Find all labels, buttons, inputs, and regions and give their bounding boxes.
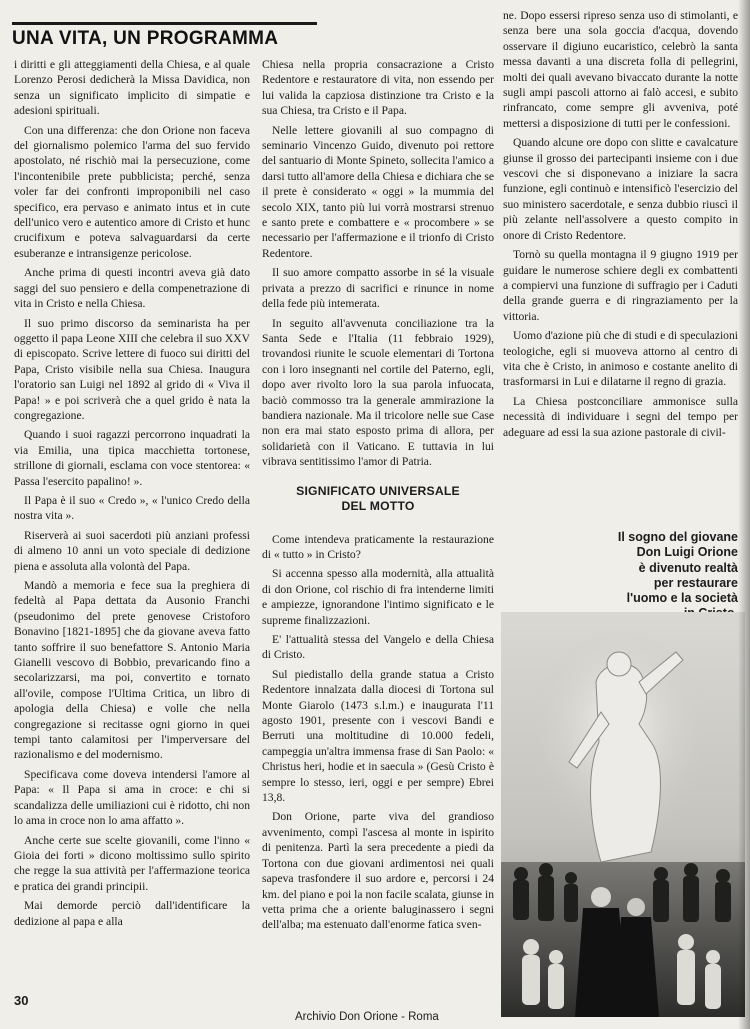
- paragraph: Quando alcune ore dopo con slitte e cavalcature giunse il grosso dei partecipanti insieme con i due vescovi che si disponevano a iniziare la sacra funzione, egli continuò e intensificò l'esercizio del suo ministero sacerdotale, e senza dubbio riuscì il più zelante nell'assolvere a questo compito in onore di Cristo Redentore.: [503, 136, 738, 242]
- text-column-3: [503, 8, 738, 518]
- paragraph: Sul piedistallo della grande statua a Cristo Redentore innalzata dalla diocesi di Tortona sul Monte Giarolo (1473 s.l.m.) e inaugurata l'11 agosto 1901, presente con i vescovi Bandi e Berruti una moltitudine di 10.000 fedeli, campeggia un'altra immensa frase di San Paolo: « Christus heri, hodie et in saecula » (Gesù Cristo è sempre lo stesso, ieri, oggi e per sempre) Ebrei 13,8.: [262, 667, 494, 805]
- paragraph: Il suo amore compatto assorbe in sé la visuale privata a prezzo di sacrifici e rinunce in nome della fede più intemerata.: [262, 266, 494, 311]
- text-column-2: [262, 57, 494, 992]
- paragraph: La Chiesa postconciliare ammonisce sulla necessità di individuare i segni del tempo per adeguare ad essi la sua azione pastorale di civil-: [503, 394, 738, 439]
- caption-line: l'uomo e la società: [626, 591, 738, 606]
- text-column-1: [14, 57, 250, 987]
- caption-line: Il sogno del giovane: [617, 530, 738, 544]
- paragraph: Nelle lettere giovanili al suo compagno di seminario Vincenzo Guido, divenuto poi rettore del santuario di Monte Spineto, sollecita l'amico a darsi tutto all'amore della Chiesa e dichiara che se il prete è considerato « oggi » la mummia del secolo XIX, tanto più lui vorrà mostrarsi strenuo e santo prete e combattere e « procombere » se necessario per l'affermazione e il trionfo di Cristo Redentore.: [262, 123, 494, 260]
- article-title: UNA VITA, UN PROGRAMMA: [12, 28, 279, 49]
- article-header: [12, 22, 317, 53]
- archive-footer: Archivio Don Orione - Roma: [295, 1011, 439, 1023]
- paragraph: Il Papa è il suo « Credo », « l'unico Credo della nostra vita ».: [14, 493, 250, 523]
- page-edge-shadow: [738, 0, 750, 1029]
- paragraph: Anche certe sue scelte giovanili, come l'inno « Gioia dei forti » dicono moltissimo sullo spirito che regge la sua attività per l'affermazione teorica e pratica dei grandi principii.: [14, 833, 250, 893]
- paragraph: Riserverà ai suoi sacerdoti più anziani professi di almeno 10 anni un voto speciale di dedizione piena e assoluta alla volontà del Papa.: [14, 528, 250, 573]
- paragraph: E' l'attualità stessa del Vangelo e della Chiesa di Cristo.: [262, 633, 494, 662]
- paragraph: Il suo primo discorso da seminarista ha per oggetto il papa Leone XIII che celebra il suo XXV di episcopato. Scrive lettere di fuoco sui diritti del Papa, Cristo visibile nella sua Chiesa. Inaugura l'oratorio san Luigi nel 1892 al grido di « Viva il Papa! » e poi scriverà che a quel grido è nata la congregazione.: [14, 316, 250, 422]
- paragraph: In seguito all'avvenuta conciliazione tra la Santa Sede e l'Italia (11 febbraio 1929), trovandosi riunite le scuole elementari di Tortona con i loro insegnanti nel cortile del Paterno, egli, dopo aver rivolto loro la sua parola infuocata, baciò commosso tra la generale ammirazione la bandiera nazionale. Ma il tricolore nelle sue Case non era mai stato esposto prima di allora, per solidarietà con il Vaticano. E tuttavia in lui vibrava sentitissimo l'amor di Patria.: [262, 316, 494, 469]
- paragraph: Mandò a memoria e fece sua la preghiera di fedeltà al Papa dettata da Ausonio Franchi (pseudonimo del prete genovese Cristoforo Bonavino [1821-1895] che da giovane aveva fatto tanto soffrire il suo benefattore S. Antonio Maria Gianelli vescovo di Bobbio, prevaricando fino a secolarizzarsi, ma poi, convertito e tornato all'ovile, compose l'Ultima Critica, un libro di apologia della Chiesa) e volle che nella congregazione si recitasse ogni giorno in quei tempi tanto calamitosi per l'imperversare del razionalismo e del modernismo.: [14, 579, 250, 762]
- caption-line: per restaurare: [653, 575, 738, 590]
- paragraph: Anche prima di questi incontri aveva già dato saggi del suo pensiero e della compenetrazione di vita in Cristo e nella Chiesa.: [14, 266, 250, 311]
- statue-crowd-photo: [501, 612, 745, 1017]
- paragraph: Chiesa nella propria consacrazione a Cristo Redentore e restauratore di vita, non essendo per lui valida la capziosa distinzione tra Cristo e la sua Chiesa, tra Cristo e il Papa.: [262, 58, 494, 118]
- caption-line: Don Luigi Orione: [636, 545, 738, 560]
- paragraph: Si accenna spesso alla modernità, alla attualità di don Orione, col rischio di fra intenderne limiti e ampiezze, ignorandone l'intimo significato e le supreme finalizzazioni.: [262, 567, 494, 627]
- paragraph: Uomo d'azione più che di studi e di speculazioni teologiche, egli si muoveva attorno al centro di vita che è Cristo, in animoso e costante anelito di trasformarsi in Lui e dilatarne il regno di grazia.: [503, 329, 738, 389]
- paragraph: ne. Dopo essersi ripreso senza uso di stimolanti, e senza bere una sola goccia d'acqua, dovendo osservare il digiuno eucaristico, celebrò la santa messa davanti a una discreta folla di pellegrini, molti dei quali avevano bivaccato durante la notte sugli ampi pascoli attorno ai falò accesi, e subito rinfrancato, come sempre gli avveniva, poté mettersi a disposizione di tutti per le confessioni.: [503, 9, 738, 130]
- section-subheading: [262, 484, 494, 514]
- page-number: 30: [14, 993, 29, 1008]
- photo-caption: [560, 530, 738, 622]
- paragraph: Quando i suoi ragazzi percorrono inquadrati la via Emilia, una tipica macchietta tortonese, strillone di giornali, esclama con voce stentorea: « Passa l'esercito papalino! ».: [14, 428, 250, 488]
- subheading-line: DEL MOTTO: [341, 498, 415, 513]
- subheading-line: SIGNIFICATO UNIVERSALE: [296, 483, 460, 498]
- paragraph: Don Orione, parte viva del grandioso avvenimento, compì l'ascesa al monte in ispirito di penitenza. Partì la sera precedente a piedi da Tortona con due giovani ardimentosi nei quali sapeva trasfondere il suo ardore e, percorsi i 24 km. del piano e poi la non facile scalata, giunse in vetta prima che a oriente baluginassero i segni dell'alba; ma estenuato dall'enorme fatica sven-: [262, 810, 494, 932]
- paragraph: Tornò su quella montagna il 9 giugno 1919 per guidare le numerose schiere degli ex combattenti a compiervi una funzione di suffragio per i Caduti della grande guerra e di ringraziamento per la vittoria.: [503, 248, 738, 323]
- photo-illustration: [501, 612, 745, 1017]
- paragraph: Come intendeva praticamente la restaurazione di « tutto » in Cristo?: [262, 532, 494, 561]
- caption-line: è divenuto realtà: [638, 560, 738, 575]
- paragraph: Mai demorde perciò dall'identificare la dedizione al papa e alla: [14, 899, 250, 928]
- paragraph: i diritti e gli atteggiamenti della Chiesa, e al quale Lorenzo Perosi dedicherà la Missa Davidica, non senza un significato implicito di simpatie e adesioni spirituali.: [14, 58, 250, 118]
- paragraph: Specificava come doveva intendersi l'amore al Papa: « Il Papa si ama in croce: e chi si scandalizza delle umiliazioni cui è ridotto, chi non lo ama in croce non lo ama affatto ».: [14, 767, 250, 828]
- paragraph: Con una differenza: che don Orione non faceva del giornalismo polemico l'arma del suo fervido apostolato, né rischiò mai la persecuzione, come l'incontenibile prete pubblicista; perché, senza voler far dei confronti improponibili nel caso specifico, era pervaso e animato intus et in cute dell'unico vero e autentico amore di Cristo et hunc crucifixum e poteva salvaguardarsi da certe esuberanze e intransigenze pericolose.: [14, 123, 250, 260]
